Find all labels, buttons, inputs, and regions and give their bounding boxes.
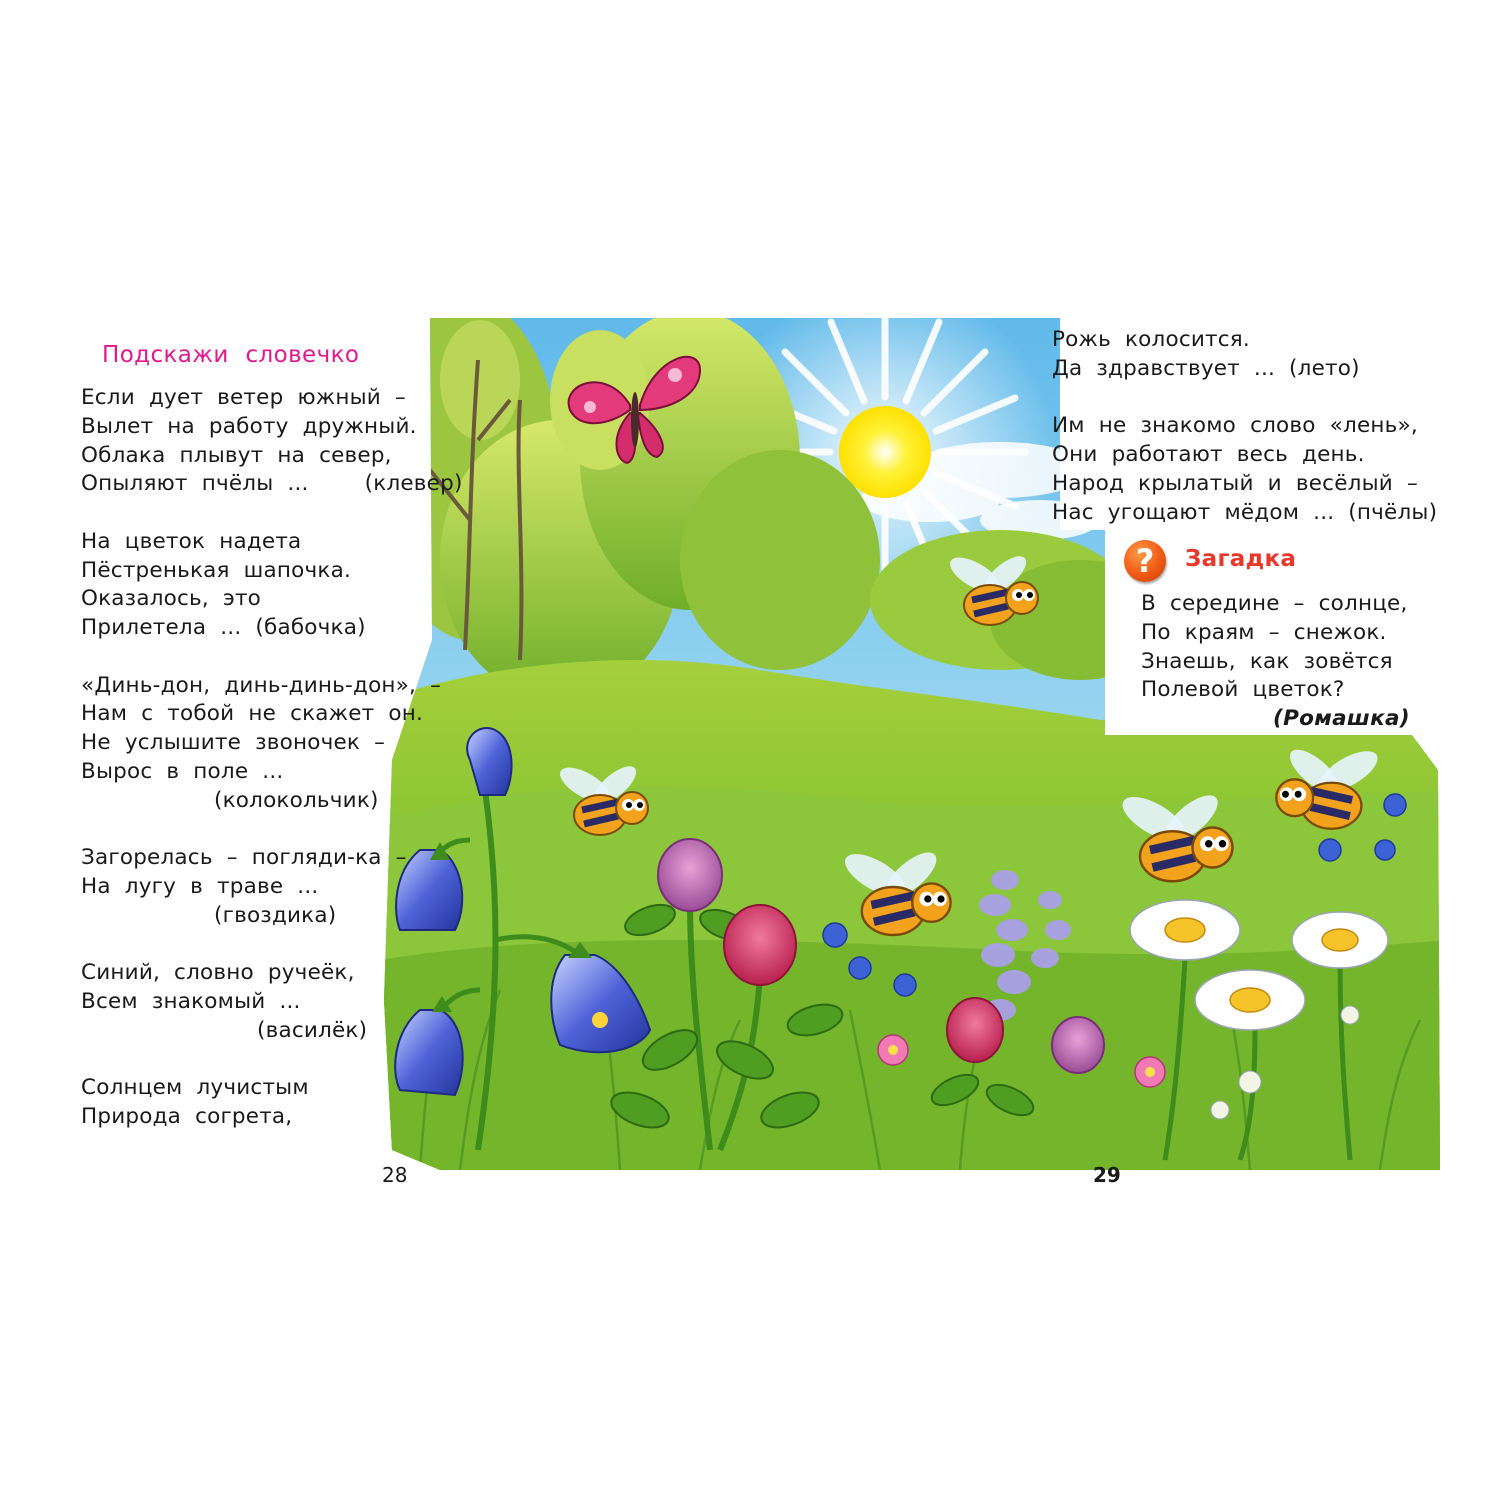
poem-line: Загорелась – погляди-ка – (81, 845, 407, 871)
poem-line: Прилетела ... (бабочка) (81, 615, 366, 641)
poem-line: Опыляют пчёлы ... (клевер) (81, 471, 463, 497)
poem-line: На цветок надета (81, 528, 302, 554)
poem-line: Солнцем лучистым (81, 1075, 309, 1101)
poem-line: На лугу в траве ... (81, 873, 319, 899)
question-mark-icon: ? (1124, 540, 1166, 582)
poem-line: Всем знакомый ... (81, 988, 301, 1014)
riddle-title: Загадка (1185, 546, 1297, 572)
riddle-line: Знаешь, как зовётся (1141, 648, 1393, 674)
poem-line: Пёстренькая шапочка. (81, 557, 352, 583)
right-poems (1052, 326, 1437, 527)
poem-line: Синий, словно ручеёк, (81, 960, 355, 986)
riddle-answer-cornflower: (василёк) (257, 1017, 368, 1043)
poem-line: Рожь колосится. (1052, 327, 1250, 352)
poem-line: Облака плывут на север, (81, 442, 392, 468)
poem-line: Народ крылатый и весёлый – (1052, 470, 1418, 496)
page-number-left: 28 (382, 1163, 408, 1187)
riddle-answer-bell: (колокольчик) (214, 787, 379, 813)
page-title: Подскажи словечко (102, 342, 360, 368)
poem-line: Вырос в поле ... (81, 758, 284, 784)
poem-line: Да здравствует ... (лето) (1052, 355, 1360, 381)
poem-line: Вылет на работу дружный. (81, 413, 417, 439)
poem-line: Если дует ветер южный – (81, 385, 406, 410)
poem-line: Природа согрета, (81, 1103, 293, 1129)
poem-line: Нам с тобой не скажет он. (81, 701, 424, 727)
poem-line: Они работают весь день. (1052, 441, 1365, 467)
poem-line: «Динь-дон, динь-динь-дон», – (81, 672, 442, 698)
poem-line: Не услышите звоночек – (81, 730, 386, 756)
riddle-line: По краям – снежок. (1141, 619, 1387, 645)
poem-line: Им не знакомо слово «лень», (1052, 413, 1418, 439)
left-poems (81, 384, 463, 1132)
riddle-line: Полевой цветок? (1141, 677, 1345, 703)
page-number-right: 29 (1093, 1163, 1121, 1187)
riddle-answer: (Ромашка) (1273, 706, 1410, 731)
riddle-line: В середине – солнце, (1141, 591, 1408, 616)
riddle-answer-carnation: (гвоздика) (214, 902, 337, 928)
poem-line: Нас угощают мёдом ... (пчёлы) (1052, 499, 1438, 525)
riddle-text (1141, 590, 1408, 705)
poem-line: Оказалось, это (81, 586, 262, 612)
